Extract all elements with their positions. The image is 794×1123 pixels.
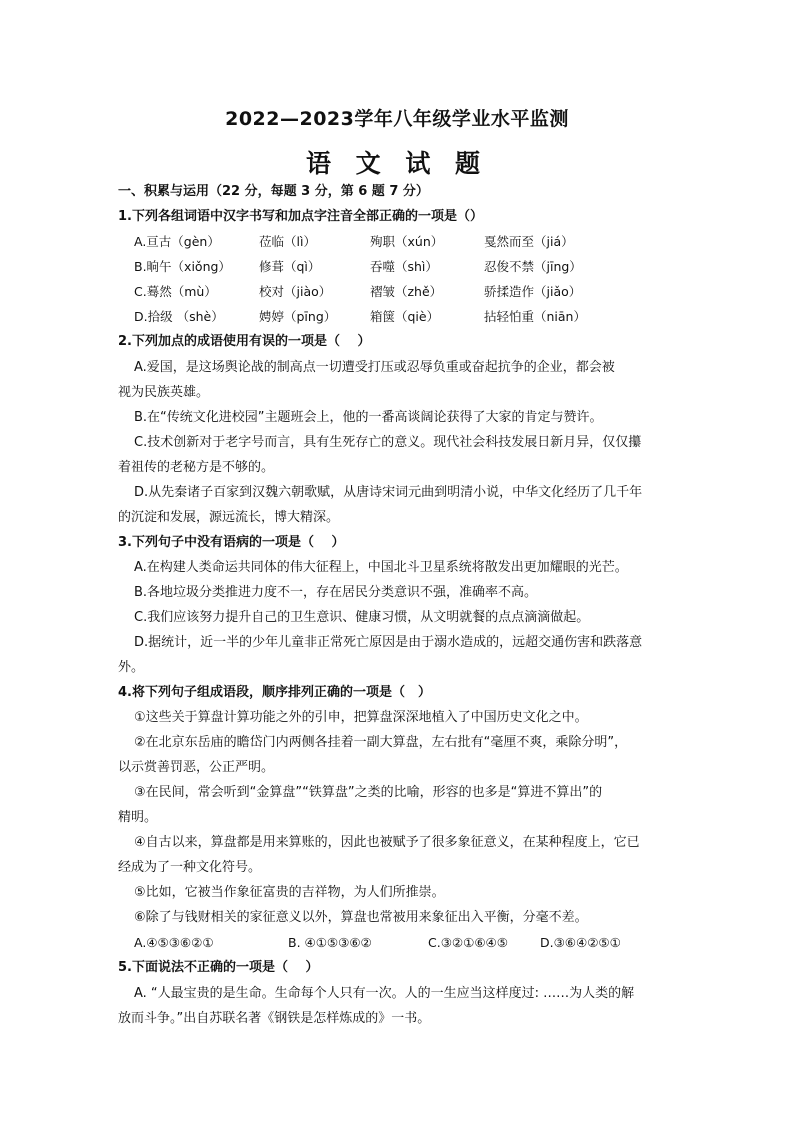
q2-line: 视为民族英雄。 [118, 385, 210, 400]
q4-sentence: 经成为了一种文化符号。 [118, 860, 262, 875]
q1-option-b-1: B.晌午（xiǒng） [134, 259, 231, 274]
q1-option-b-4: 忍俊不禁（jīng） [484, 259, 582, 274]
q2-line: A.爱国，是这场舆论战的制高点一切遭受打压或忍辱负重或奋起抗争的企业，都会被 [134, 360, 615, 375]
q1-option-c-3: 褶皱（zhě） [370, 284, 443, 299]
q2-line: B.在“传统文化进校园”主题班会上，他的一番高谈阔论获得了大家的肯定与赞许。 [134, 410, 603, 425]
question-3-stem: 3.下列句子中没有语病的一项是（ ） [118, 535, 345, 550]
q1-option-d-2: 娉婷（pīng） [259, 309, 337, 324]
q4-sentence: ⑥除了与钱财相关的家征意义以外，算盘也常被用来象征出入平衡，分毫不差。 [134, 910, 588, 925]
q4-sentence: 以示赏善罚恶，公正严明。 [118, 760, 275, 775]
q4-sentence: ④自古以来，算盘都是用来算账的，因此也被赋予了很多象征意义，在某种程度上，它已 [134, 835, 640, 850]
q1-option-d-3: 箱箧（qiè） [370, 309, 440, 324]
q5-line: A. “人最宝贵的是生命。生命每个人只有一次。人的一生应当这样度过: ……为人类的解 [134, 986, 635, 1001]
q1-option-d-1: D.拾级 （shè） [134, 309, 224, 324]
q1-option-a-3: 殉职（xún） [370, 234, 444, 249]
q4-sentence: ①这些关于算盘计算功能之外的引申，把算盘深深地植入了中国历史文化之中。 [134, 710, 588, 725]
q4-sentence: ③在民间，常会听到“金算盘”“铁算盘”之类的比喻，形容的也多是“算进不算出”的 [134, 785, 603, 800]
section-heading: 一、积累与运用（22 分，每题 3 分，第 6 题 7 分） [118, 184, 429, 199]
q1-option-c-2: 校对（jiào） [259, 284, 332, 299]
question-1-stem: 1.下列各组词语中汉字书写和加点字注音全部正确的一项是（） [118, 209, 483, 224]
q1-option-d-4: 拈轻怕重（niān） [484, 309, 586, 324]
q5-line: 放而斗争。”出自苏联名著《钢铁是怎样炼成的》一书。 [118, 1011, 431, 1026]
q2-line: D.从先秦诸子百家到汉魏六朝歌赋，从唐诗宋词元曲到明清小说，中华文化经历了几千年 [134, 485, 643, 500]
q3-line: A.在构建人类命运共同体的伟大征程上，中国北斗卫星系统将散发出更加耀眼的光芒。 [134, 560, 628, 575]
q4-sentence: ⑤比如，它被当作象征富贵的吉祥物，为人们所推崇。 [134, 885, 445, 900]
q4-option-d: D.③⑥④②⑤① [540, 935, 621, 950]
q3-line: D.据统计，近一半的少年儿童非正常死亡原因是由于溺水造成的，远超交通伤害和跌落意 [134, 635, 643, 650]
q4-option-b: B. ④①⑤③⑥② [288, 935, 372, 950]
question-5-stem: 5.下面说法不正确的一项是（ ） [118, 960, 319, 975]
q4-option-c: C.③②①⑥④⑤ [428, 935, 508, 950]
q1-option-a-2: 莅临（lì） [259, 234, 316, 249]
q4-sentence: ②在北京东岳庙的瞻岱门内两侧各挂着一副大算盘，左右批有“毫厘不爽，乘除分明”， [134, 735, 628, 750]
question-2-stem: 2.下列加点的成语使用有误的一项是（ ） [118, 334, 371, 349]
q2-line: 着祖传的老秘方是不够的。 [118, 460, 275, 475]
exam-subtitle: 语 文 试 题 [305, 149, 489, 178]
q1-option-b-2: 修葺（qì） [259, 259, 321, 274]
q3-line: 外。 [118, 660, 145, 675]
q1-option-a-4: 戛然而至（jiá） [484, 234, 574, 249]
exam-title: 2022—2023学年八年级学业水平监测 [225, 108, 569, 130]
q1-option-a-1: A.亘古（gèn） [134, 234, 220, 249]
q4-sentence: 精明。 [118, 810, 158, 825]
q1-option-c-4: 骄揉造作（jiǎo） [484, 284, 582, 299]
q2-line: C.技术创新对于老字号而言，具有生死存亡的意义。现代社会科技发展日新月异，仅仅攥 [134, 435, 642, 450]
q3-line: B.各地垃圾分类推进力度不一，存在居民分类意识不强，准确率不高。 [134, 585, 538, 600]
q3-line: C.我们应该努力提升自己的卫生意识、健康习惯，从文明就餐的点点滴滴做起。 [134, 610, 590, 625]
q1-option-b-3: 吞噬（shì） [370, 259, 438, 274]
q2-line: 的沉淀和发展，源远流长，博大精深。 [118, 510, 340, 525]
q4-option-a: A.④⑤③⑥②① [134, 935, 214, 950]
question-4-stem: 4.将下列句子组成语段，顺序排列正确的一项是（ ） [118, 685, 431, 700]
q1-option-c-1: C.蓦然（mù） [134, 284, 217, 299]
